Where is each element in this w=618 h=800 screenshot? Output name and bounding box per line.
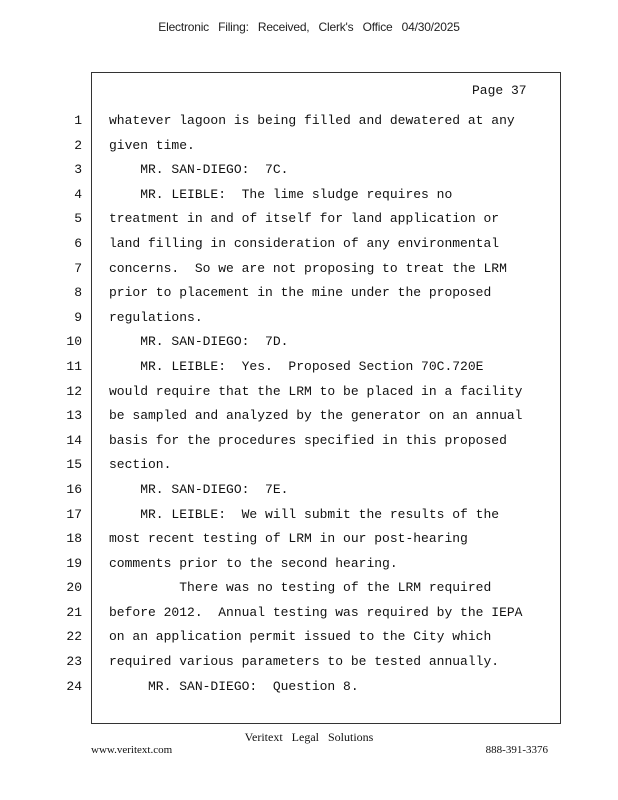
transcript-line: whatever lagoon is being filled and dewatered at any: [109, 113, 515, 128]
line-number: 15: [66, 457, 82, 473]
transcript-line: basis for the procedures specified in this proposed: [109, 432, 507, 448]
footer-company: Veritext Legal Solutions: [244, 730, 374, 744]
line-number: 14: [66, 432, 82, 448]
transcript-line: would require that the LRM to be placed in a facility: [109, 383, 523, 399]
footer-website: www.veritext.com: [91, 744, 173, 756]
line-number: 6: [74, 235, 82, 251]
page-number: Page 37: [472, 83, 527, 98]
transcript-line: given time.: [109, 137, 195, 153]
line-number: 13: [66, 408, 82, 424]
footer-phone: 888-391-3376: [485, 744, 548, 756]
line-number: 7: [74, 260, 82, 276]
transcript-line: MR. SAN-DIEGO: 7E.: [109, 481, 289, 497]
transcript-line: section.: [109, 457, 172, 473]
transcript-line: concerns. So we are not proposing to treat the LRM: [109, 260, 507, 276]
line-number: 23: [66, 654, 82, 670]
transcript-line: MR. SAN-DIEGO: 7D.: [109, 334, 289, 350]
line-number: 21: [66, 604, 82, 620]
line-number: 10: [66, 334, 82, 350]
transcript-line: on an application permit issued to the City which: [109, 629, 492, 645]
line-number: 8: [74, 285, 82, 301]
line-number-column: [60, 114, 82, 704]
line-number: 19: [66, 555, 82, 571]
transcript-line: be sampled and analyzed by the generator on an annual: [109, 408, 523, 424]
transcript-line: There was no testing of the LRM required: [109, 580, 492, 596]
transcript-line: treatment in and of itself for land application or: [109, 211, 500, 227]
transcript-line: prior to placement in the mine under the proposed: [109, 285, 492, 301]
transcript-line: comments prior to the second hearing.: [109, 555, 398, 571]
line-number: 3: [74, 162, 82, 178]
transcript-line: MR. SAN-DIEGO: Question 8.: [109, 678, 359, 694]
line-number: 1: [74, 113, 82, 128]
line-number: 12: [66, 383, 82, 399]
line-number: 16: [66, 481, 82, 497]
line-number: 24: [66, 678, 82, 694]
transcript-line: MR. SAN-DIEGO: 7C.: [109, 162, 289, 178]
line-number: 22: [66, 629, 82, 645]
transcript-line: land filling in consideration of any environmental: [109, 235, 500, 251]
transcript-line: most recent testing of LRM in our post-hearing: [109, 531, 468, 547]
transcript-line: regulations.: [109, 309, 203, 325]
line-number: 9: [74, 309, 82, 325]
line-number: 20: [66, 580, 82, 596]
line-number: 5: [74, 211, 82, 227]
transcript-line: required various parameters to be tested annually.: [109, 654, 500, 670]
transcript-text: [109, 114, 549, 704]
line-number: 18: [66, 531, 82, 547]
line-number: 2: [74, 137, 82, 153]
line-number: 11: [66, 358, 82, 374]
filing-stamp: Electronic Filing: Received, Clerk's Office 04/30/2025: [158, 20, 460, 34]
line-number: 4: [74, 186, 82, 202]
transcript-line: MR. LEIBLE: The lime sludge requires no: [109, 186, 453, 202]
transcript-line: MR. LEIBLE: We will submit the results of the: [109, 506, 500, 522]
line-number: 17: [66, 506, 82, 522]
transcript-line: before 2012. Annual testing was required by the IEPA: [109, 604, 523, 620]
transcript-line: MR. LEIBLE: Yes. Proposed Section 70C.720E: [109, 358, 484, 374]
